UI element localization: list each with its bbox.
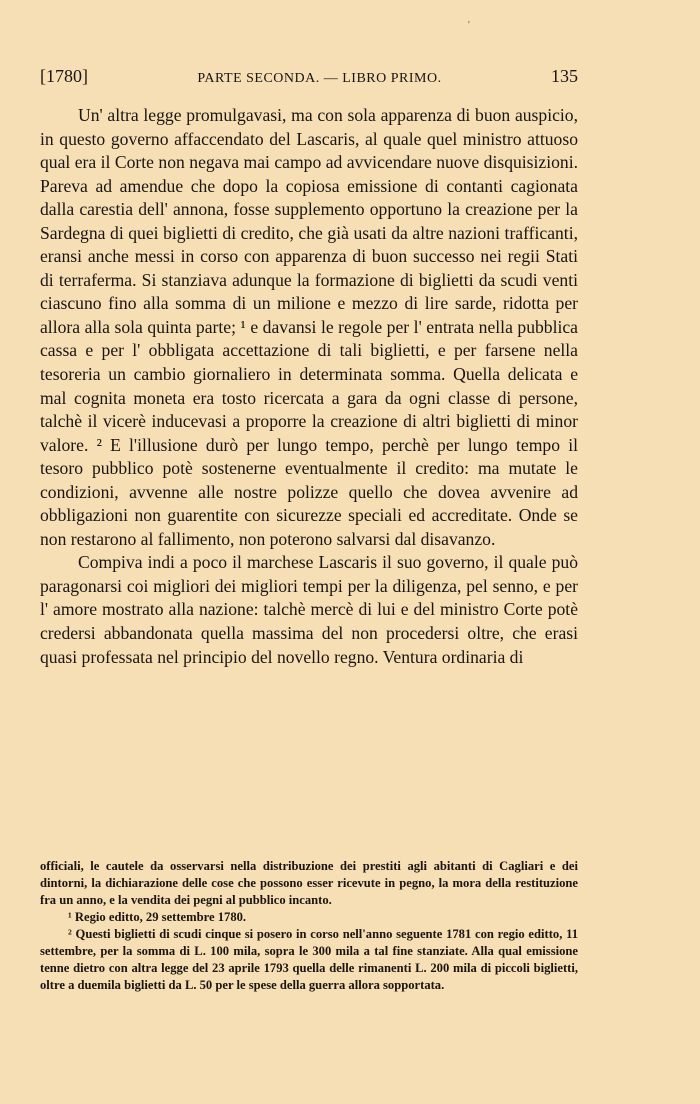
scan-mark: ' xyxy=(468,20,470,31)
main-text xyxy=(40,104,578,669)
paragraph: Compiva indi a poco il marchese Lascaris il suo governo, il quale può paragonarsi coi migliori dei migliori tempi per la diligenza, pel senno, e per l' amore mostrato alla nazione: talchè mercè di lui e del ministro Corte potè credersi abbandonata quella massima del non procedersi oltre, che erasi quasi professata nel principio del novello regno. Ventura ordinaria di xyxy=(40,552,578,667)
footnotes xyxy=(40,858,578,994)
header-year: [1780] xyxy=(40,66,88,86)
footnote-continuation: officiali, le cautele da osservarsi nella distribuzione dei prestiti agli abitanti di Cagliari e dei dintorni, la dichiarazione delle cose che possono esser ricevute in pegno, la mora della restituzione fra un anno, e la vendita dei pegni al pubblico incanto. xyxy=(40,859,578,907)
paragraph: Un' altra legge promulgavasi, ma con sola apparenza di buon auspicio, in questo governo affaccendato del Lascaris, al quale quel ministro attuoso qual era il Corte non negava mai campo ad avvicendare nuove disquisizioni. Pareva ad amendue che dopo la copiosa emissione di contanti cagionata dalla carestia dell' annona, fosse supplemento opportuno la creazione per la Sardegna di quei biglietti di credito, che già usati da altre nazioni trafficanti, eransi anche messi in corso con apparenza di buon successo nei regii Stati di terraferma. Si stanziava adunque la formazione di biglietti da scudi venti ciascuno fino alla somma di un milione e mezzo di lire sarde, ridotta per allora alla sola quinta parte; ¹ e davansi le regole per l' entrata nella pubblica cassa e per l' obbligata accettazione di tali biglietti, e per farsene nella tesoreria un cambio giornaliero in determinata somma. Quella delicata e mal cognita moneta era tosto ricercata a gara da ogni classe di persone, talchè il vicerè inducevasi a proporre la creazione di altri biglietti di minor valore. ² E l'illusione durò per lungo tempo, perchè per lungo tempo il tesoro pubblico potè sostenerne eventualmente il credito: ma mutate le condizioni, avvenne alle nostre polizze quello che dovea avvenire ad obbligazioni non guarentite con sicurezze speciali ed accreditate. Onde se non restarono al fallimento, non poterono salvarsi dal disavanzo. xyxy=(40,105,578,549)
header-title: PARTE SECONDA. — LIBRO PRIMO. xyxy=(197,71,442,86)
page-number: 135 xyxy=(551,66,578,86)
footnote-2: ² Questi biglietti di scudi cinque si posero in corso nell'anno seguente 1781 con regio editto, 11 settembre, per la somma di L. 100 mila, sopra le 300 mila a tal fine stanziate. Alla qual emissione tenne dietro con altra legge del 23 aprile 1793 quella delle rimanenti L. 200 mila di piccoli biglietti, oltre a duemila biglietti da L. 50 per le spese della guerra allora sopportata. xyxy=(40,927,578,992)
running-header xyxy=(40,66,578,87)
footnote-1: ¹ Regio editto, 29 settembre 1780. xyxy=(68,910,247,924)
